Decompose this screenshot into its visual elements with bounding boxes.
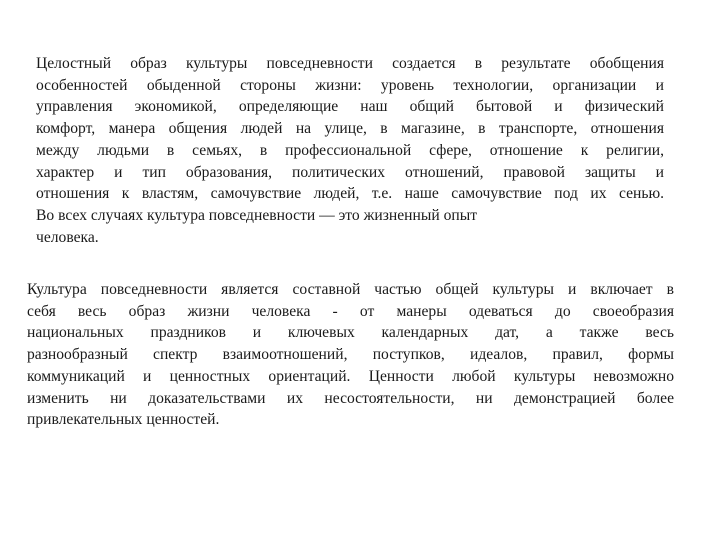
paragraph-2-line: привлекательных ценностей. — [27, 411, 220, 429]
paragraph-2-line: коммуникаций и ценностных ориентаций. Ценности любой культуры невозможно — [27, 367, 674, 385]
paragraph-1-line: отношения к властям, самочувствие людей, т.е. наше самочувствие под их сенью. — [36, 185, 664, 203]
paragraph-1-line: между людьми в семьях, в профессиональной сфере, отношение к религии, — [36, 141, 664, 159]
paragraph-1 — [36, 53, 664, 248]
paragraph-1-line: Целостный образ культуры повседневности создается в результате обобщения — [36, 55, 664, 72]
paragraph-2-line: себя весь образ жизни человека - от манеры одеваться до своеобразия — [27, 302, 674, 320]
paragraph-1-line: управления экономикой, определяющие наш общий бытовой и физический — [36, 98, 664, 116]
paragraph-1-line: особенностей обыденной стороны жизни: уровень технологии, организации и — [36, 76, 664, 94]
paragraph-2 — [27, 279, 674, 431]
paragraph-2-line: разнообразный спектр взаимоотношений, поступков, идеалов, правил, формы — [27, 346, 674, 364]
paragraph-2-line: Культура повседневности является составной частью общей культуры и включает в — [27, 281, 674, 298]
paragraph-1-line: характер и тип образования, политических отношений, правовой защиты и — [36, 163, 664, 181]
paragraph-1-line: комфорт, манера общения людей на улице, в магазине, в транспорте, отношения — [36, 120, 664, 138]
paragraph-2-line: изменить ни доказательствами их несостоятельности, ни демонстрацией более — [27, 389, 674, 407]
paragraph-1-line: человека. — [36, 228, 99, 246]
paragraph-2-line: национальных праздников и ключевых календарных дат, а также весь — [27, 324, 674, 342]
paragraph-1-line: Во всех случаях культура повседневности — это жизненный опыт — [36, 206, 478, 224]
